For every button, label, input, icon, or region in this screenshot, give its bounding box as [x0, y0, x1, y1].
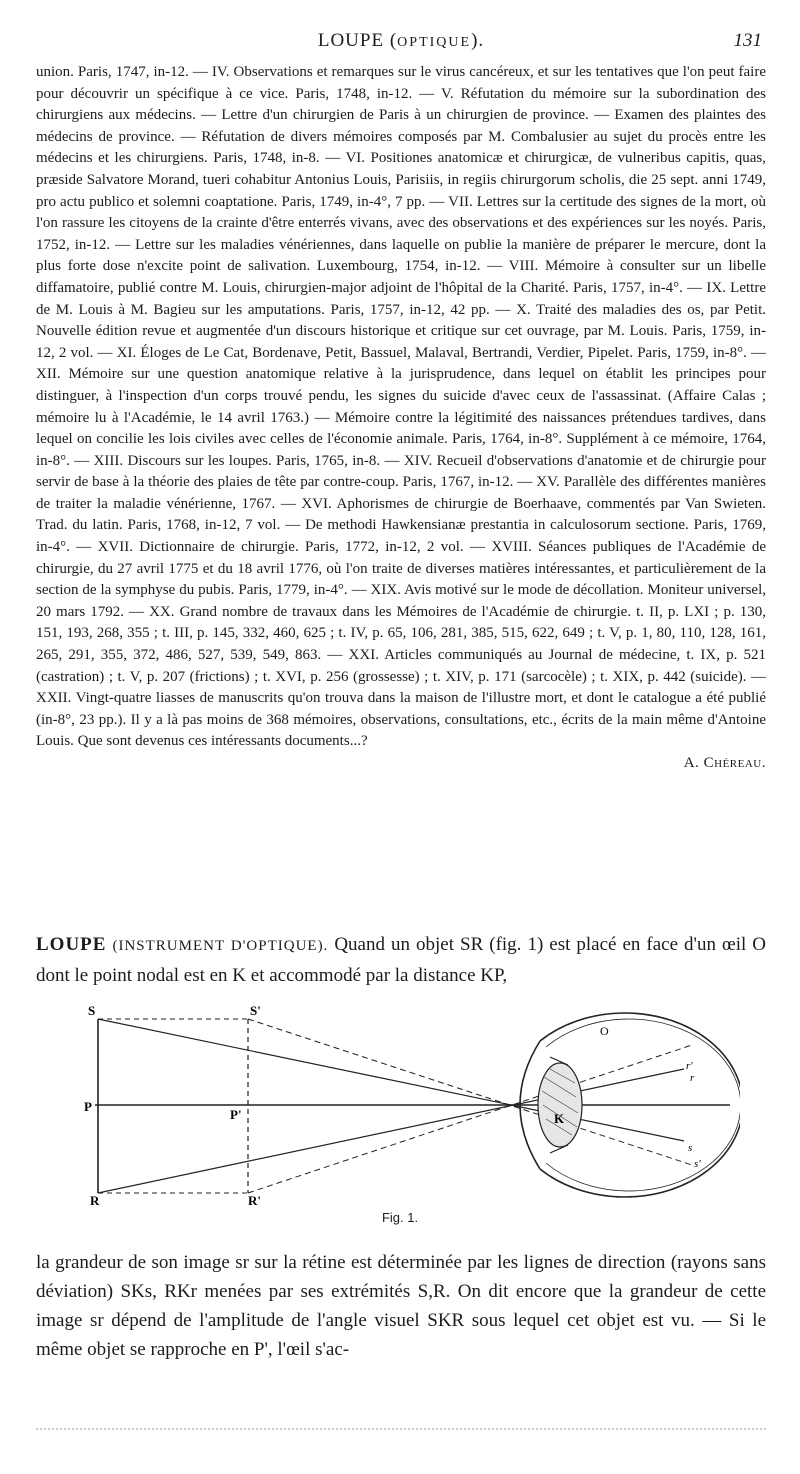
ray-SK [98, 1019, 684, 1141]
label-R: R [90, 1193, 100, 1205]
label-s: s [688, 1142, 693, 1154]
label-S: S [88, 1005, 96, 1018]
label-P: P [84, 1099, 92, 1114]
bibliography-block [36, 62, 766, 775]
article-loupe [36, 930, 766, 990]
ray-R-prime-K [248, 1045, 692, 1193]
article-continuation [36, 1248, 766, 1364]
label-R-prime: R' [248, 1193, 261, 1205]
article-intro-paragraph [36, 930, 766, 990]
label-K: K [554, 1111, 565, 1126]
article-continuation-text: la grandeur de son image sr sur la rétine est déterminée par les lignes de direction (rayons sans déviation) SKs, RKr menées par ses extrémités S,R. On dit encore que la grandeur de cette image sr dépend de l'amplitude de l'angle visuel SKR sous lequel cet objet est vu. — Si le même objet se rapproche en P', l'œil s'ac- [36, 1252, 766, 1360]
page-number: 131 [733, 30, 762, 51]
label-r-prime: r' [686, 1060, 693, 1072]
bottom-dotted-rule [36, 1428, 766, 1430]
label-P-prime: P' [230, 1107, 242, 1122]
lens [538, 1063, 582, 1147]
bibliography-text: union. Paris, 1747, in-12. — IV. Observations et remarques sur le virus cancéreux, et sur les tentatives que l'on peut faire pour découvrir un spécifique à ce vice. Paris, 1748, in-12. — V. Réfutation du mémoire sur la subordination des chirurgiens aux médecins. — Lettre d'un chirurgien de Paris à un chirurgien de province. — Examen des plaintes des médecins de province. — Réfutation de divers mémoires composés par M. Combalusier au sujet du procès entre les médecins et les chirurgiens. Paris, 1748, in-8. — VI. Positiones anatomicæ et chirurgicæ, de vulneribus capitis, quas, præside Salvatore Morand, tueri cohabitur Antonius Louis, Parisiis, in regiis chirurgorum scholis, die 25 sept. anni 1749, pro actu publico et solemni coaptatione. Paris, 1749, in-4°, 7 pp. — VII. Lettres sur la certitude des signes de la mort, où l'on rassure les citoyens de la crainte d'être enterrés vivans, avec des observations et des expériences sur les noyés. Paris, 1752, in-12. — Lettre sur les maladies vénériennes, dans laquelle on publie la manière de préparer le mercure, dont la plus forte dose n'excite point de salivation. Luxembourg, 1754, in-12. — VIII. Mémoire à consulter sur un libelle diffamatoire, publié contre M. Louis, chirurgien-major adjoint de l'hôpital de la Charité. Paris, 1757, in-4°. — IX. Lettre de M. Louis à M. Bagieu sur les amputations. Paris, 1757, in-12, 42 pp. — X. Traité des maladies des os, par Petit. Nouvelle édition revue et augmentée d'un discours historique et critique sur cet ouvrage, par M. Louis. Paris, 1759, in-12, 2 vol. — XI. Éloges de Le Cat, Bordenave, Petit, Bassuel, Malaval, Bertrandi, Verdier, Pipelet. Paris, 1759, in-8°. — XII. Mémoire sur une question anatomique relative à la jurisprudence, dans lequel on établit les principes pour distinguer, à l'inspection d'un corps trouvé pendu, les signes du suicide d'avec ceux de l'assassinat. (Affaire Calas ; mémoire lu à l'Académie, le 14 avril 1763.) — Mémoire contre la légitimité des naissances prétendues tardives, dans lequel on concilie les lois civiles avec celles de l'économie animale. Paris, 1764, in-8°. Supplément à ce mémoire, 1764, in-8°. — XIII. Discours sur les loupes. Paris, 1765, in-8. — XIV. Recueil d'observations d'anatomie et de chirurgie pour servir de base à la théorie des plaies de tête par contre-coup. Paris, 1767, in-12. — XV. Parallèle des différentes manières de traiter la maladie vénérienne, 1767. — XVI. Aphorismes de chirurgie de Boerhaave, commentés par Van Swieten. Trad. du latin. Paris, 1768, in-12, 7 vol. — De methodi Hawkensianæ prestantia in calculosorum sectione. Paris, 1769, in-4°. — XVII. Dictionnaire de chirurgie. Paris, 1772, in-12, 2 vol. — XVIII. Séances publiques de l'Académie de chirurgie, du 27 avril 1775 et du 18 avril 1776, où l'on traite de diverses matières intéressantes, et particulièrement de la section de la symphyse du pubis. Paris, 1779, in-4°. — XIX. Avis motivé sur le mode de décollation. Moniteur universel, 20 mars 1792. — XX. Grand nombre de travaux dans les Mémoires de l'Académie de chirurgie. t. II, p. LXI ; p. 130, 151, 193, 268, 355 ; t. III, p. 145, 332, 460, 625 ; t. IV, p. 65, 106, 281, 385, 515, 622, 649 ; t. V, p. 1, 80, 110, 128, 161, 265, 291, 355, 372, 486, 527, 539, 549, 863. — XXI. Articles communiqués au Journal de médecine, t. IX, p. 521 (castration) ; t. V, p. 207 (frictions) ; t. XVI, p. 256 (grossesse) ; t. XIV, p. 171 (sarcocèle) ; t. XIX, p. 442 (suicide). — XXII. Vingt-quatre liasses de manuscrits qu'on trouva dans la maison de l'illustre mort, et dont le catalogue a été publié (in-8°, 23 pp.). Il y a là pas moins de 368 mémoires, observations, consultations, etc., écrits de la main même d'Antoine Louis. Que sont devenus ces intéressants documents...? [36, 64, 766, 750]
label-s-prime: s' [694, 1158, 701, 1170]
ray-S-prime-K [248, 1019, 692, 1165]
article-intro-text: Quand un objet SR (fig. 1) est placé en face d'un œil O dont le point nodal est en K et accommodé par la distance KP, [36, 934, 767, 986]
author-signature: A. Chéreau. [683, 755, 766, 771]
ray-RK [98, 1069, 684, 1193]
running-head [40, 30, 762, 54]
article-headword-subtitle: (INSTRUMENT D'OPTIQUE). [112, 938, 329, 954]
label-O: O [600, 1024, 609, 1038]
running-title: LOUPE (OPTIQUE). [317, 30, 485, 51]
label-r: r [690, 1072, 695, 1084]
figure-caption: Fig. 1. [381, 1210, 419, 1225]
label-S-prime: S' [250, 1005, 261, 1018]
figure-1-diagram [80, 1005, 740, 1205]
article-headword: LOUPE [36, 934, 107, 955]
